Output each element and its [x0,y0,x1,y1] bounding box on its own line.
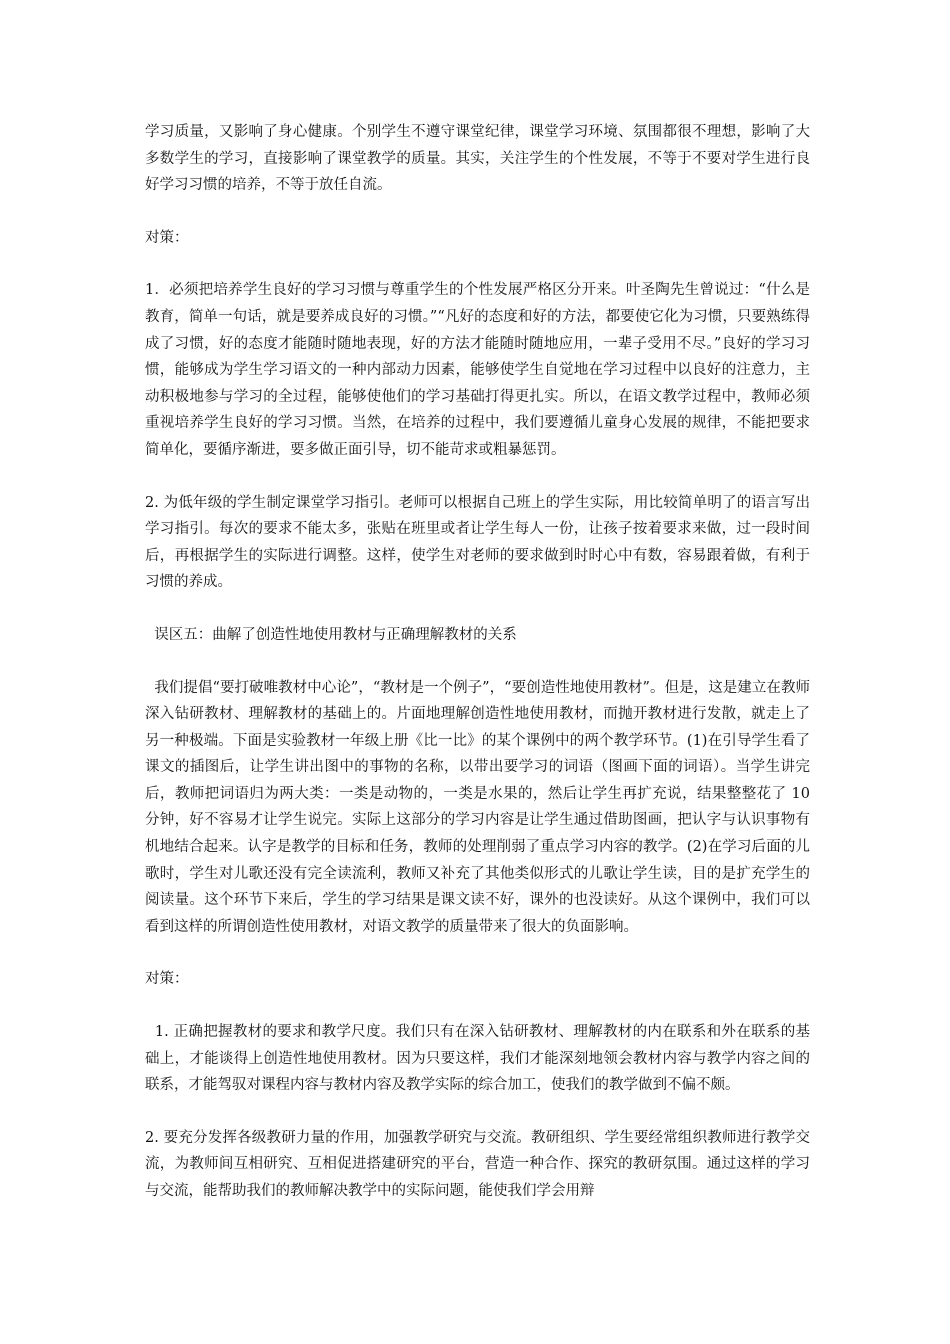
paragraph-countermeasure-4: 2. 要充分发挥各级教研力量的作用，加强教学研究与交流。教研组织、学生要经常组织教师进行教学交流，为教师间互相研究、互相促进搭建研究的平台，营造一种合作、探究的教研氛围。通过这样的学习与交流，能帮助我们的教师解决教学中的实际问题，能使我们学会用辩 [145,1129,810,1199]
paragraph-intro: 学习质量，又影响了身心健康。个别学生不遵守课堂纪律，课堂学习环境、氛围都很不理想，影响了大多数学生的学习，直接影响了课堂教学的质量。其实，关注学生的个性发展，不等于不要对学生进行良好学习习惯的培养，不等于放任自流。 [145,124,810,194]
paragraph-countermeasure-3: 1. 正确把握教材的要求和教学尺度。我们只有在深入钻研教材、理解教材的内在联系和外在联系的基础上，才能谈得上创造性地使用教材。因为只要这样，我们才能深刻地领会教材内容与教学内容之间的联系，才能驾驭对课程内容与教材内容及教学实际的综合加工，使我们的教学做到不偏不颇。 [145,1024,810,1094]
heading-countermeasures-1: 对策： [145,229,189,246]
paragraph-countermeasure-1: 1．必须把培养学生良好的学习习惯与尊重学生的个性发展严格区分开来。叶圣陶先生曾说过：“什么是教育，简单一句话，就是要养成良好的习惯。”“凡好的态度和好的方法，都要使它化为习惯，只要熟练得成了习惯，好的态度才能随时随地表现，好的方法才能随时随地应用，一辈子受用不尽。”良好的学习习惯，能够成为学生学习语文的一种内部动力因素，能够使学生自觉地在学习过程中以良好的注意力，主动积极地参与学习的全过程，能够使他们的学习基础打得更扎实。所以，在语文教学过程中，教师必须重视培养学生良好的学习习惯。当然，在培养的过程中，我们要遵循儿童身心发展的规律，不能把要求简单化，要循序渐进，要多做正面引导，切不能苛求或粗暴惩罚。 [145,282,810,458]
heading-countermeasures-2: 对策： [145,971,189,988]
document-body [145,119,815,1231]
paragraph-misconception-5-body: 我们提倡“要打破唯教材中心论”，“教材是一个例子”，“要创造性地使用教材”。但是，这是建立在教师深入钻研教材、理解教材的基础上的。片面地理解创造性地使用教材，而抛开教材进行发散，就走上了另一种极端。下面是实验教材一年级上册《比一比》的某个课例中的两个教学环节。(1)在引导学生看了课文的插图后，让学生讲出图中的事物的名称，以带出要学习的词语（图画下面的词语）。当学生讲完后，教师把词语归为两大类：一类是动物的，一类是水果的，然后让学生再扩充说，结果整整花了 10 分钟，好不容易才让学生说完。实际上这部分的学习内容是让学生通过借助图画，把认字与认识事物有机地结合起来。认字是教学的目标和任务，教师的处理削弱了重点学习内容的教学。(2)在学习后面的儿歌时，学生对儿歌还没有完全读流利，教师又补充了其他类似形式的儿歌让学生读，目的是扩充学生的阅读量。这个环节下来后，学生的学习结果是课文读不好，课外的也没读好。从这个课例中，我们可以看到这样的所谓创造性使用教材，对语文教学的质量带来了很大的负面影响。 [145,679,815,935]
heading-misconception-5: 误区五：曲解了创造性地使用教材与正确理解教材的关系 [145,626,517,643]
paragraph-countermeasure-2: 2. 为低年级的学生制定课堂学习指引。老师可以根据自己班上的学生实际，用比较简单明了的语言写出学习指引。每次的要求不能太多，张贴在班里或者让学生每人一份，让孩子按着要求来做，过一段时间后，再根据学生的实际进行调整。这样，使学生对老师的要求做到时时心中有数，容易跟着做，有利于习惯的养成。 [145,494,810,591]
